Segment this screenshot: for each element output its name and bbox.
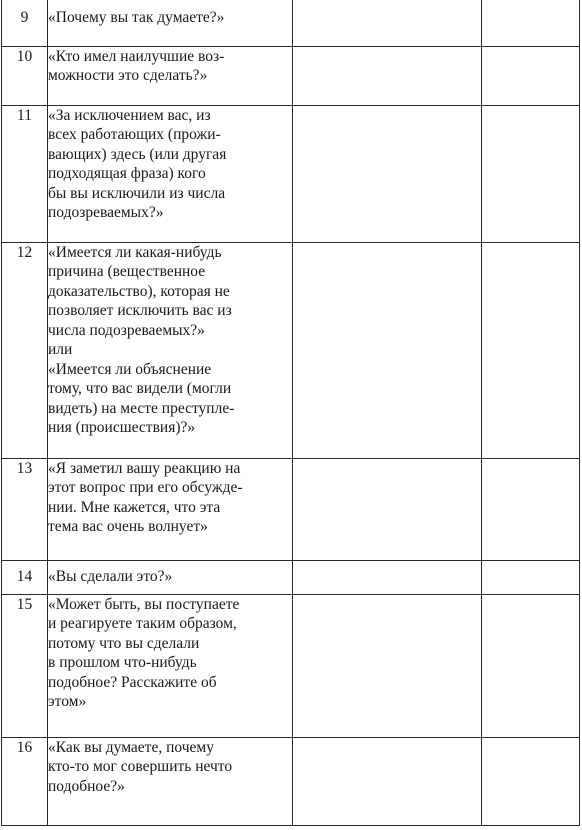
table-row [2,594,580,737]
notes-cell [482,458,580,560]
table-row [2,242,580,458]
answer-cell [293,737,482,825]
question-text: «Кто имел наилучшие воз- можности это сделать?» [48,46,293,105]
question-text: «Имеется ли какая-нибудь причина (вещественное доказательство), которая не позволяет исключить вас из числа подозреваемых?» или «Имеется ли объяснение тому, что вас видели (могли видеть) на месте преступле- ния (происшествия)?» [48,242,293,458]
answer-cell [293,46,482,105]
notes-cell [482,0,580,46]
row-number: 16 [2,737,48,825]
row-number: 13 [2,458,48,560]
table-row [2,105,580,242]
row-number: 12 [2,242,48,458]
answer-cell [293,594,482,737]
answer-cell [293,0,482,46]
questions-table [1,0,580,826]
notes-cell [482,242,580,458]
answer-cell [293,560,482,594]
table-row [2,458,580,560]
row-number: 10 [2,46,48,105]
table-row [2,46,580,105]
row-number: 15 [2,594,48,737]
row-number: 11 [2,105,48,242]
question-text: «Вы сделали это?» [48,560,293,594]
table-row [2,560,580,594]
table-row [2,0,580,46]
question-text: «Может быть, вы поступаете и реагируете таким образом, потому что вы сделали в прошлом что-нибудь подобное? Расскажите об этом» [48,594,293,737]
table-row [2,737,580,825]
question-text: «Почему вы так думаете?» [48,0,293,46]
row-number: 9 [2,0,48,46]
notes-cell [482,594,580,737]
answer-cell [293,242,482,458]
answer-cell [293,458,482,560]
answer-cell [293,105,482,242]
notes-cell [482,560,580,594]
notes-cell [482,105,580,242]
question-text: «За исключением вас, из всех работающих (прожи- вающих) здесь (или другая подходящая фраза) кого бы вы исключили из числа подозреваемых?» [48,105,293,242]
notes-cell [482,46,580,105]
question-text: «Я заметил вашу реакцию на этот вопрос при его обсужде- нии. Мне кажется, что эта тема вас очень волнует» [48,458,293,560]
row-number: 14 [2,560,48,594]
notes-cell [482,737,580,825]
question-text: «Как вы думаете, почему кто-то мог совершить нечто подобное?» [48,737,293,825]
